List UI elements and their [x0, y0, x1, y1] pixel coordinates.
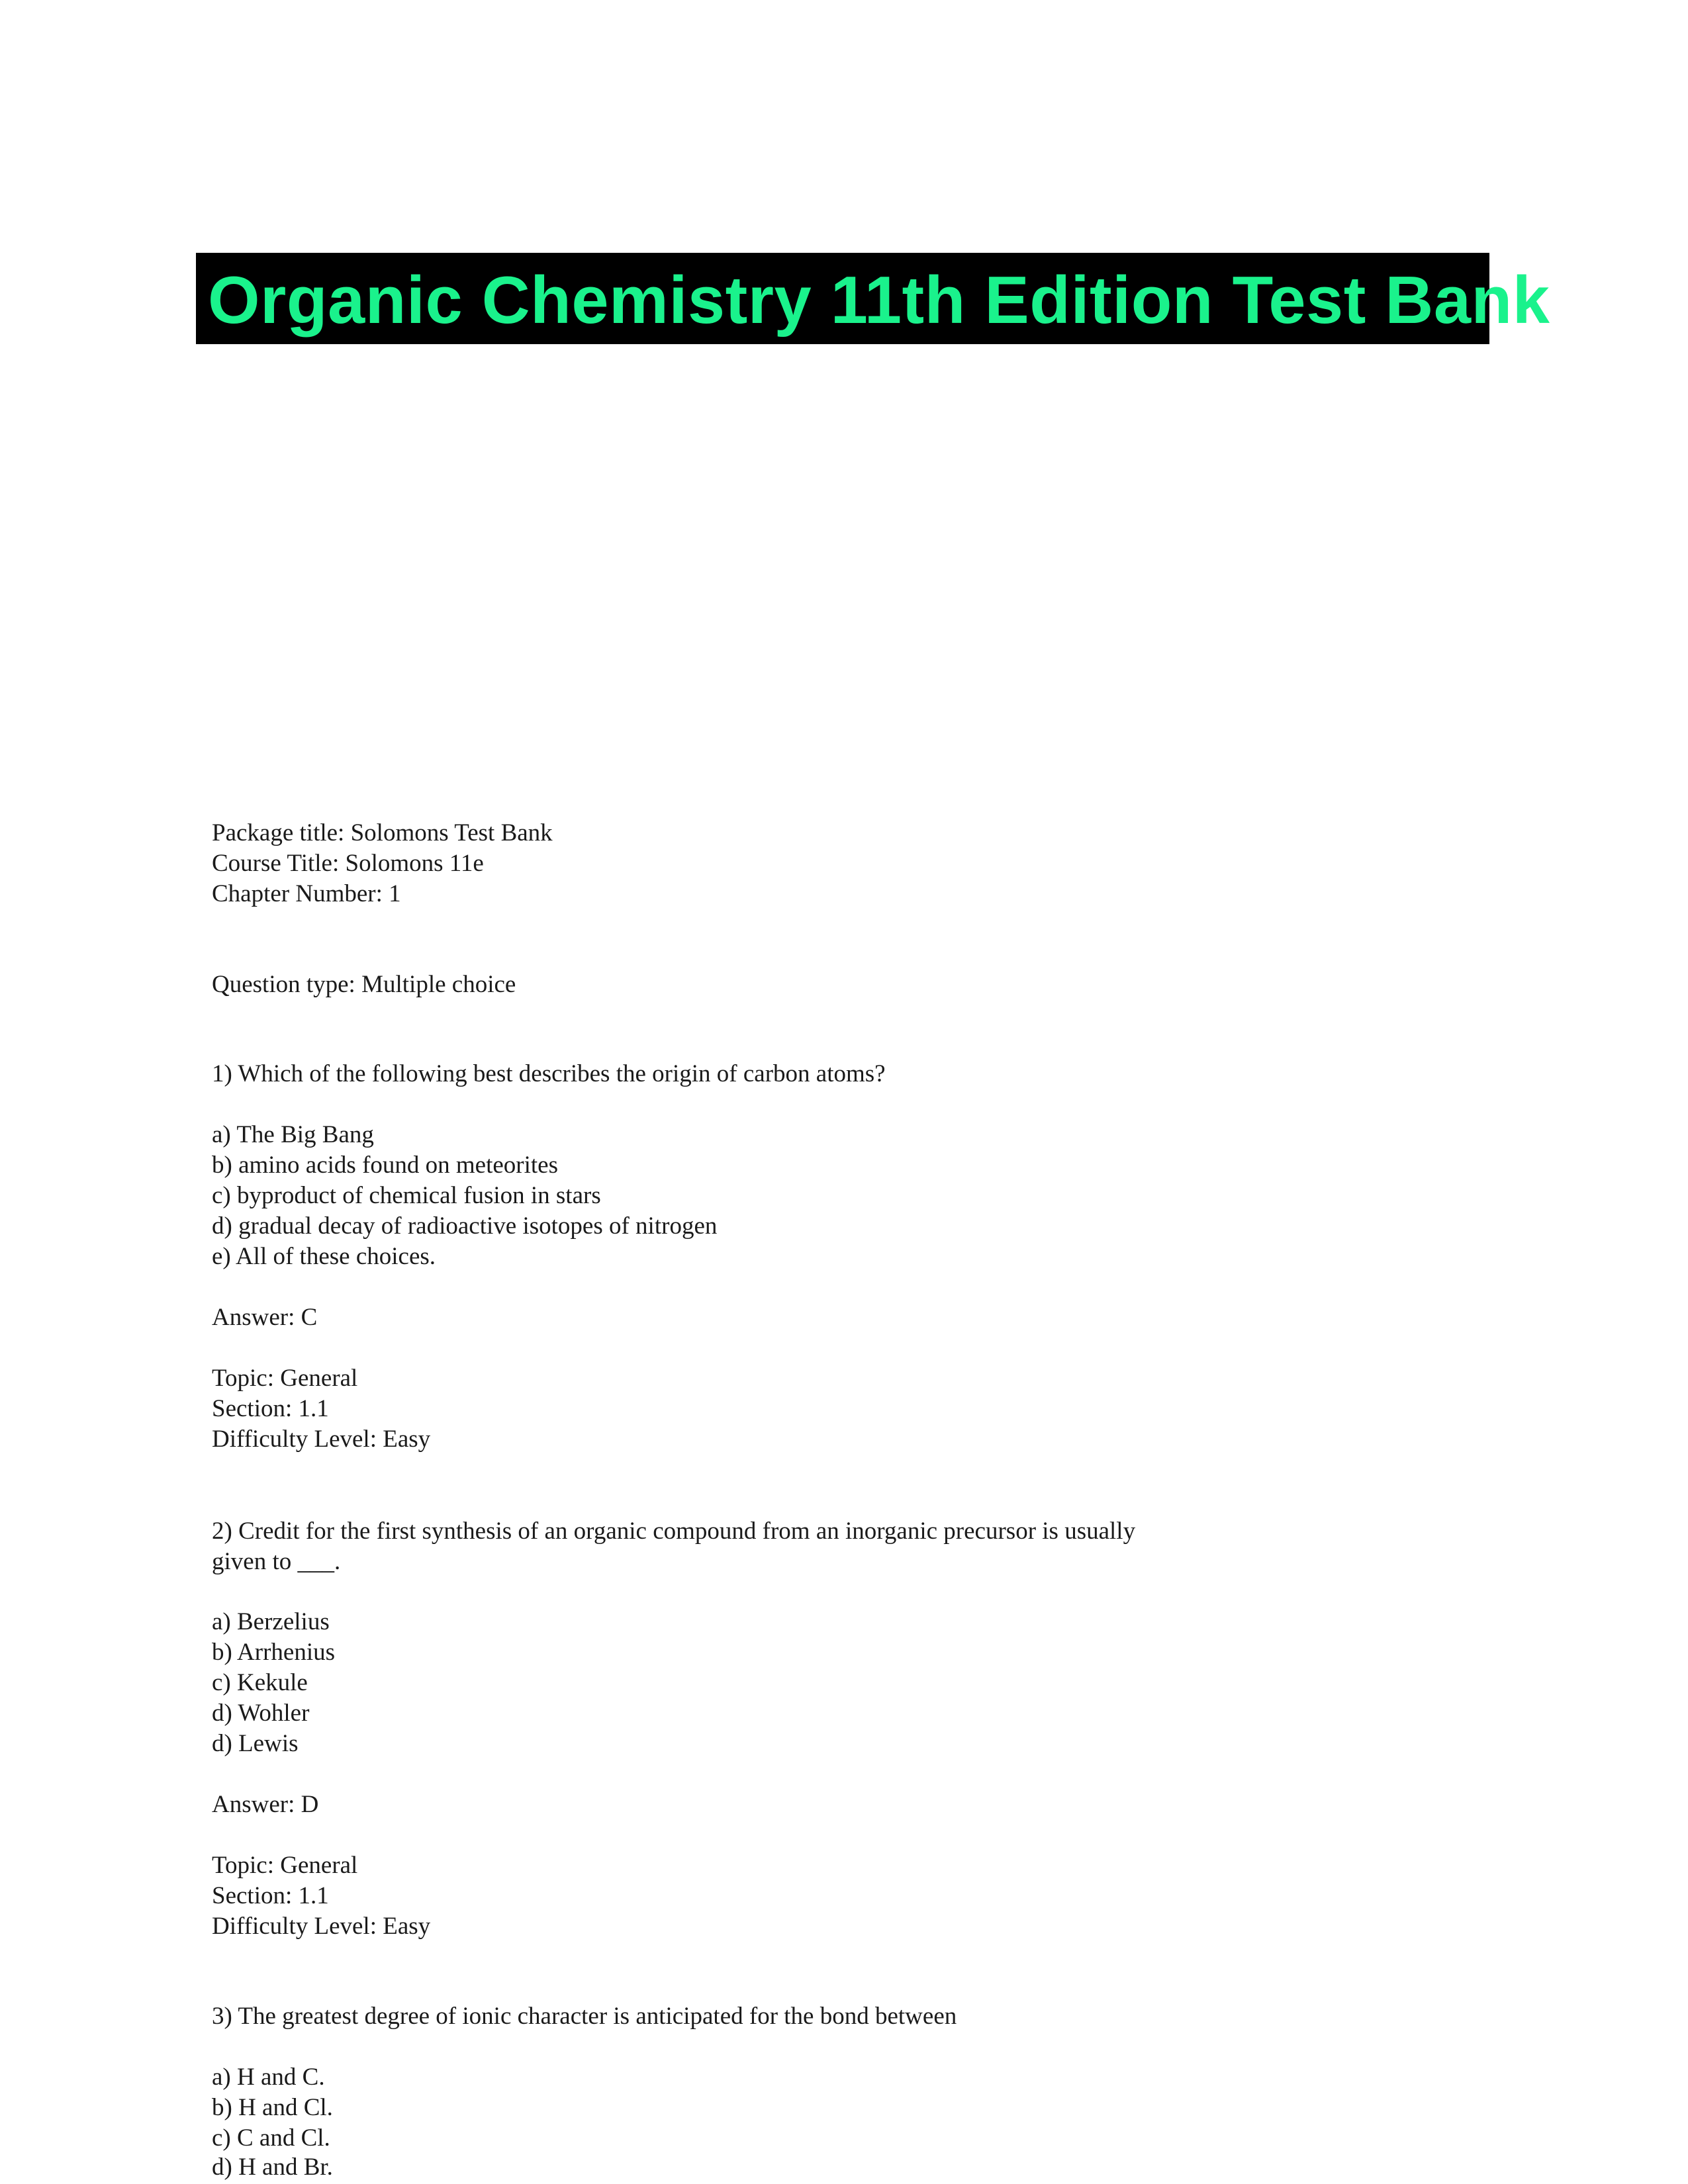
- question-1-option-c: c) byproduct of chemical fusion in stars: [212, 1182, 601, 1209]
- question-2-option-b: b) Arrhenius: [212, 1639, 335, 1666]
- title-banner: [196, 253, 1550, 344]
- question-1-option-d: d) gradual decay of radioactive isotopes of nitrogen: [212, 1212, 718, 1240]
- question-1-difficulty: Difficulty Level: Easy: [212, 1426, 431, 1453]
- package-title: Package title: Solomons Test Bank: [212, 819, 553, 846]
- question-2-option-a: a) Berzelius: [212, 1608, 330, 1635]
- question-3-option-c: c) C and Cl.: [212, 2124, 330, 2152]
- document-title: Organic Chemistry 11th Edition Test Bank: [208, 263, 1550, 338]
- question-3-option-a: a) H and C.: [212, 2064, 325, 2091]
- question-2-option-c: c) Kekule: [212, 1669, 308, 1696]
- question-2-answer: Answer: D: [212, 1791, 319, 1818]
- question-1-option-a: a) The Big Bang: [212, 1121, 374, 1148]
- question-3-prompt: 3) The greatest degree of ionic character is anticipated for the bond between: [212, 2003, 957, 2030]
- question-3-option-d: d) H and Br.: [212, 2154, 333, 2181]
- question-1-prompt: 1) Which of the following best describes the origin of carbon atoms?: [212, 1060, 886, 1087]
- question-2-option-e: d) Lewis: [212, 1730, 299, 1757]
- course-title: Course Title: Solomons 11e: [212, 850, 484, 877]
- question-2-option-d: d) Wohler: [212, 1700, 310, 1727]
- question-1-section: Section: 1.1: [212, 1395, 329, 1422]
- question-type: Question type: Multiple choice: [212, 971, 516, 998]
- chapter-number: Chapter Number: 1: [212, 880, 401, 907]
- question-3-option-b: b) H and Cl.: [212, 2094, 333, 2121]
- question-2-prompt-line-2: given to ___.: [212, 1548, 341, 1575]
- question-1-answer: Answer: C: [212, 1304, 318, 1331]
- question-1-option-e: e) All of these choices.: [212, 1243, 436, 1270]
- question-2-prompt-line-1: 2) Credit for the first synthesis of an organic compound from an inorganic precursor is usually: [212, 1518, 1136, 1545]
- question-2-difficulty: Difficulty Level: Easy: [212, 1913, 431, 1940]
- question-2-topic: Topic: General: [212, 1852, 358, 1879]
- question-1-option-b: b) amino acids found on meteorites: [212, 1152, 559, 1179]
- question-2-section: Section: 1.1: [212, 1882, 329, 1909]
- question-1-topic: Topic: General: [212, 1365, 358, 1392]
